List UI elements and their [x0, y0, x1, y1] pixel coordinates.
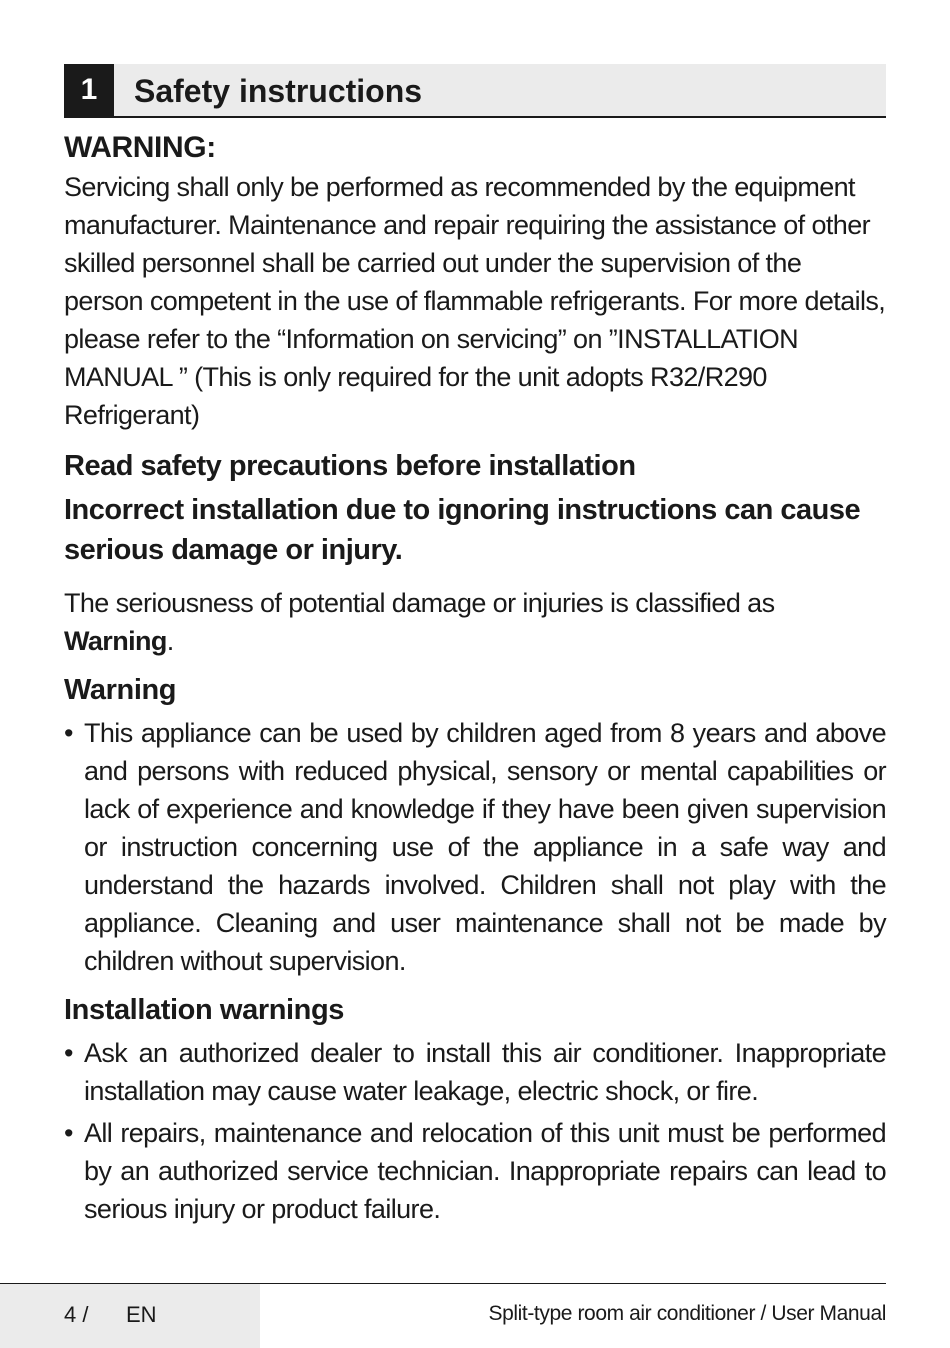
- installation-bullet-text: Ask an authorized dealer to install this air conditioner. Inappropriate installation may cause water leakage, electric shock, or fire.: [84, 1038, 886, 1106]
- section-title: Safety instructions: [134, 73, 423, 109]
- installation-warnings-heading: Installation warnings: [64, 994, 345, 1026]
- language-code: EN: [126, 1302, 157, 1327]
- seriousness-period: .: [166, 626, 174, 656]
- installation-bullet-text: All repairs, maintenance and relocation of this unit must be performed by an authorized service technician. Inappropriate repairs can lead to serious injury or product failure.: [84, 1118, 886, 1224]
- section-number: 1: [64, 64, 114, 116]
- installation-bullet-item: [64, 1114, 886, 1228]
- seriousness-text: The seriousness of potential damage or injuries is classified as: [64, 588, 775, 618]
- bullet-marker: •: [64, 1118, 73, 1148]
- warning-subheading: Warning: [64, 674, 177, 706]
- section-header: [64, 64, 886, 118]
- footer-divider: [0, 1283, 886, 1284]
- installation-bullet-item: [64, 1034, 886, 1110]
- document-title: Split-type room air conditioner / User Manual: [488, 1302, 886, 1325]
- read-precautions-heading: Read safety precautions before installation: [64, 450, 636, 482]
- seriousness-classification: Warning: [64, 626, 167, 656]
- bullet-marker: •: [64, 1038, 73, 1068]
- bullet-marker: •: [64, 718, 73, 748]
- warning-bullet-item: [64, 714, 886, 980]
- page-content: [64, 128, 886, 1228]
- warning-heading: WARNING:: [64, 131, 216, 164]
- seriousness-paragraph: [64, 584, 886, 660]
- warning-bullet-text: This appliance can be used by children aged from 8 years and above and persons with reduced physical, sensory or mental capabilities or lack of experience and knowledge if they have been given supervision or instruction concerning use of the appliance in a safe way and understand the hazards involved. Children shall not play with the appliance. Cleaning and user maintenance shall not be made by children without supervision.: [84, 718, 886, 976]
- servicing-paragraph: Servicing shall only be performed as recommended by the equipment manufacturer. Maintenance and repair requiring the assistance of other skilled personnel shall be carried out under the supervision of the person competent in the use of flammable refrigerants. For more details, please refer to the “Information on servicing” on ”INSTALLATION MANUAL ” (This is only required for the unit adopts R32/R290 Refrigerant): [64, 172, 886, 430]
- page-number: 4 /: [64, 1302, 89, 1327]
- incorrect-installation-heading: Incorrect installation due to ignoring instructions can cause serious damage or injury.: [64, 494, 861, 566]
